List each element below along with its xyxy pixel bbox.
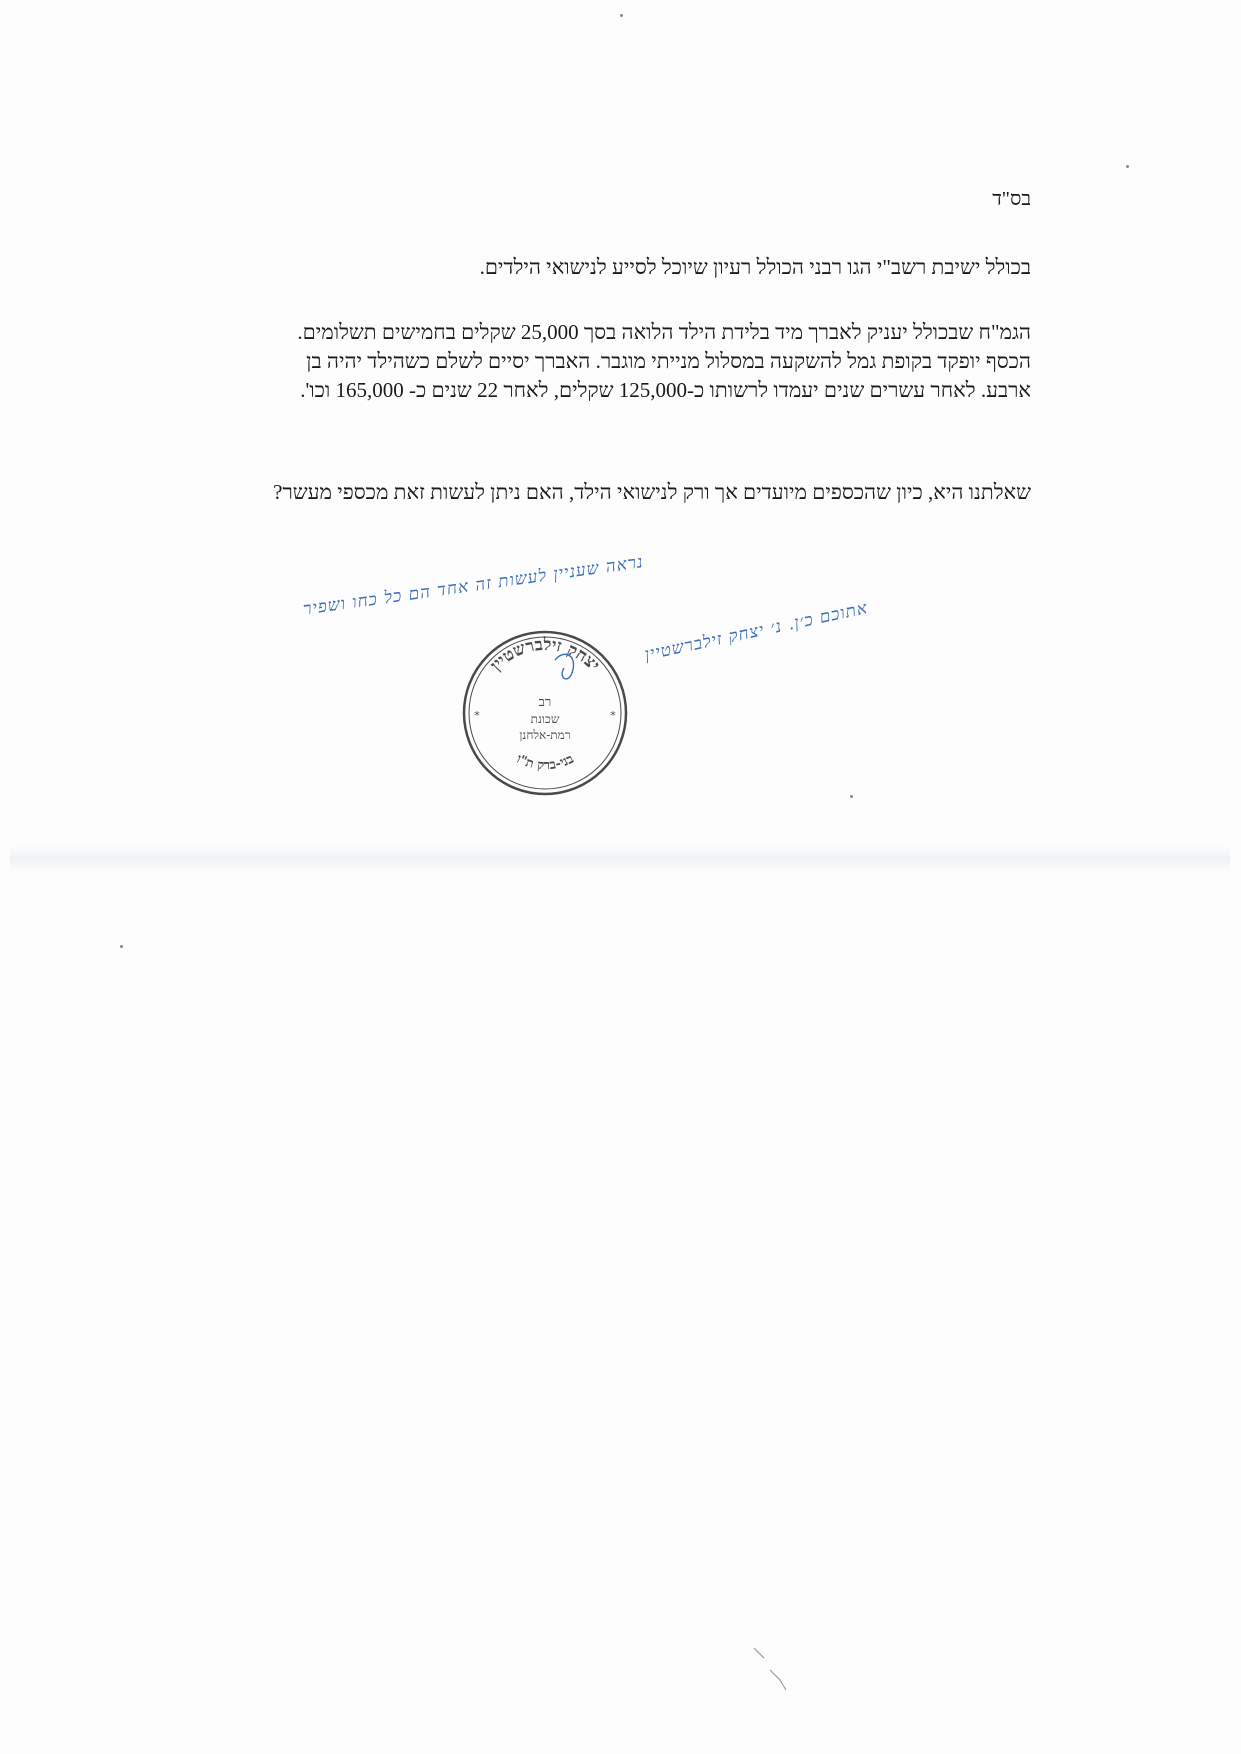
stamp-line2: שכונת: [530, 712, 560, 726]
stamp-star-icon: *: [610, 709, 616, 722]
scan-dust: [620, 14, 623, 17]
handwritten-note-line1: נראה שעניין לעשות זה אחד הם כל כחו ושפיר: [301, 552, 645, 620]
handwritten-note-line2: אתוכם כ׳ן. נ׳ יצחק זילברשטיין: [642, 598, 870, 666]
paragraph-details-line: הכסף יופקד בקופת גמל להשקעה במסלול מנייתי מוגבר. האברך יסיים לשלם כשהילד יהיה בן: [306, 349, 1031, 373]
stamp-outer-text: יצחק זילברשטיין: [486, 634, 604, 676]
scan-dust: [850, 795, 853, 798]
stamp-bottom-text: בני-ברק ת"ו: [513, 751, 577, 774]
paragraph-intro: בכולל ישיבת רשב"י הגו רבני הכולל רעיון שיוכל לסייע לנישואי הילדים.: [479, 255, 1031, 279]
stamp-line3: רמת-אלחנן: [519, 728, 571, 742]
scan-dust: [1126, 165, 1129, 168]
rabbi-stamp: [460, 628, 630, 798]
stamp-title: רב: [538, 695, 552, 710]
scan-band: [10, 845, 1230, 873]
paragraph-details: [191, 318, 1031, 405]
scan-mark-icon: [750, 1640, 810, 1700]
paragraph-details-line: ארבע. לאחר עשרים שנים יעמדו לרשותו כ-125,000 שקלים, לאחר 22 שנים כ- 165,000 וכו'.: [300, 378, 1031, 402]
paragraph-details-line: הגמ"ח שבכולל יעניק לאברך מיד בלידת הילד הלואה בסך 25,000 שקלים בחמישים תשלומים.: [297, 320, 1031, 344]
stamp-star-icon: *: [474, 709, 480, 722]
scan-dust: [120, 945, 123, 948]
paragraph-question: שאלתנו היא, כיון שהכספים מיועדים אך ורק לנישואי הילד, האם ניתן לעשות זאת מכספי מעשר?: [273, 480, 1031, 504]
document-header: בס"ד: [992, 188, 1031, 210]
